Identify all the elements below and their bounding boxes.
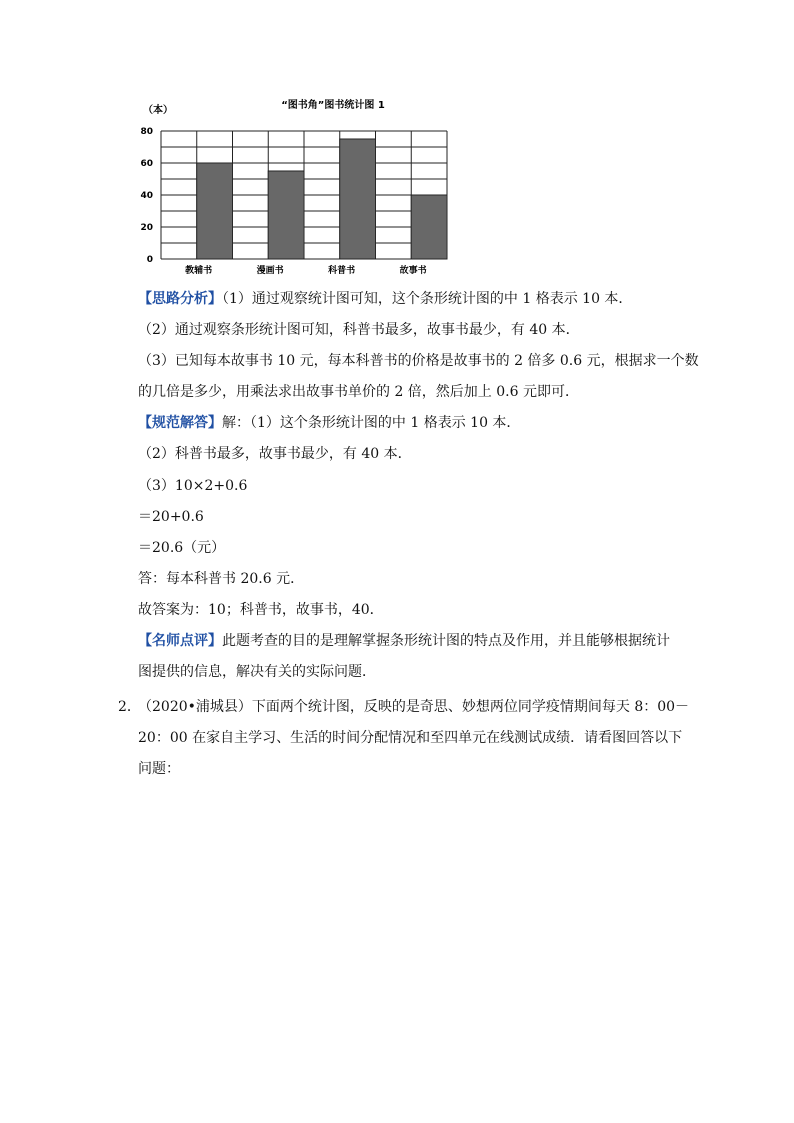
y-tick-label: 60 [140, 159, 153, 169]
solution-line-1 [138, 413, 520, 433]
x-tick-label: 教辅书 [185, 266, 213, 276]
comment-line-1 [138, 631, 670, 651]
question-2-line-1: （2020•浦城县）下面两个统计图，反映的是奇思、妙想两位同学疫情期间每天 8：00－ [138, 699, 690, 715]
question-2-line-3: 问题： [138, 761, 180, 777]
y-tick-label: 40 [140, 191, 153, 201]
solution-answer: 答：每本科普书 20.6 元． [138, 571, 305, 587]
solution-final: 故答案为：10；科普书，故事书，40． [138, 602, 384, 618]
y-axis-unit-label: （本） [143, 105, 173, 116]
comment-text-1: 此题考查的目的是理解掌握条形统计图的特点及作用，并且能够根据统计 [222, 633, 670, 649]
y-tick-label: 80 [140, 127, 153, 137]
y-tick-label: 0 [146, 255, 153, 265]
solution-line-5: ＝20.6（元） [138, 540, 226, 556]
x-tick-label: 科普书 [328, 266, 356, 276]
analysis-line-3: （3）已知每本故事书 10 元，每本科普书的价格是故事书的 2 倍多 0.6 元，根据求一个数 [138, 353, 699, 369]
question-2-number: 2． [118, 699, 141, 715]
analysis-line-4: 的几倍是多少，用乘法求出故事书单价的 2 倍，然后加上 0.6 元即可． [138, 384, 579, 400]
solution-line-4: ＝20+0.6 [138, 509, 204, 525]
bar-chart [133, 96, 453, 281]
solution-line-2: （2）科普书最多，故事书最少，有 40 本． [138, 446, 412, 462]
x-tick-label: 漫画书 [256, 266, 284, 276]
bar-chart-svg [133, 96, 453, 281]
chart-title: “图书角”图书统计图 1 [281, 100, 385, 111]
analysis-line-1 [138, 289, 632, 309]
y-tick-label: 20 [140, 223, 153, 233]
analysis-text-1: （1）通过观察统计图可知，这个条形统计图的中 1 格表示 10 本． [222, 291, 633, 307]
solution-tag: 【规范解答】 [138, 415, 222, 431]
comment-line-2: 图提供的信息，解决有关的实际问题． [138, 664, 376, 680]
solution-text-1: 解：（1）这个条形统计图的中 1 格表示 10 本． [222, 415, 521, 431]
x-tick-label: 故事书 [399, 266, 427, 276]
comment-tag: 【名师点评】 [138, 633, 222, 649]
solution-line-3: （3）10×2+0.6 [138, 478, 248, 494]
analysis-line-2: （2）通过观察条形统计图可知，科普书最多，故事书最少，有 40 本． [138, 322, 580, 338]
analysis-tag: 【思路分析】 [138, 291, 222, 307]
question-2-line-2: 20：00 在家自主学习、生活的时间分配情况和至四单元在线测试成绩．请看图回答以下 [138, 730, 683, 746]
